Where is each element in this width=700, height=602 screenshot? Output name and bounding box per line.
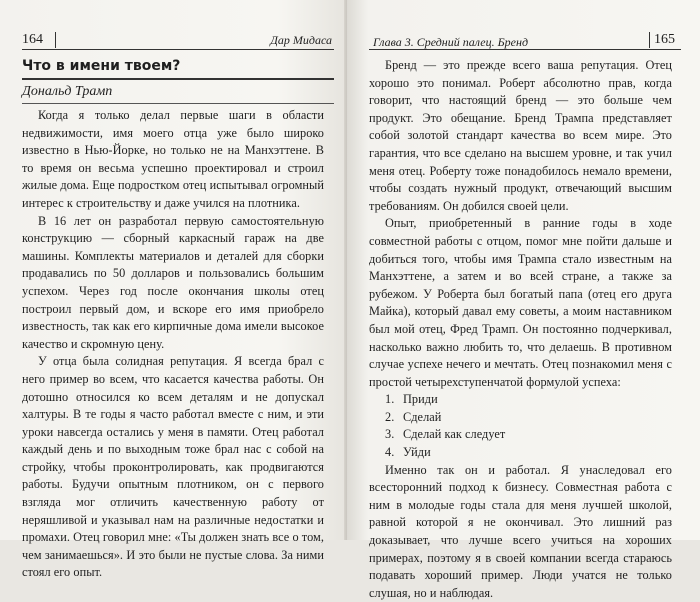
list-text: Уйди — [403, 445, 431, 460]
list-item — [369, 391, 672, 409]
paragraph: Когда я только делал первые шаги в области недвижимости, имя моего отца уже было широко известно в Нью-Йорке, но только не на Манхэттене. В то время он весьма успешно проектировал и строил жилые дома. Еще подростком отец испытывал огромный интерес к строительству и даже учился на плотника. — [22, 108, 324, 210]
paragraph: Именно так он и работал. Я унаследовал его всесторонний подход к бизнесу. Совместная работа с ним в молодые годы стала для меня лучшей школой, равной которой я не окончивал. Это лишний раз доказывает, что лучше всего учиться на хороших примерах, поэтому я в своей компании всегда стараюсь подавать хороший пример. Люди учатся не только слушая, но и наблюдая. — [369, 462, 672, 600]
list-number: 1. — [385, 392, 395, 407]
header-rule — [369, 49, 681, 50]
running-title: Дар Мидаса — [270, 33, 332, 47]
author-name: Дональд Трамп — [22, 84, 113, 99]
section-rule — [22, 78, 334, 80]
page-number: 164 — [22, 32, 43, 47]
left-running-head — [22, 32, 334, 52]
section-title: Что в имени твоем? — [22, 58, 181, 74]
header-divider — [649, 32, 650, 48]
paragraph: Опыт, приобретенный в ранние годы в ходе совместной работы с отцом, помог мне пойти дальше и добиться того, чтобы имя Трампа стало известным на Манхэттене, а затем и во всей стране, а также за рубежом. У Роберта был богатый папа (отец его друга Майка), который давал ему советы, а моим наставником был мой отец, Фред Трамп. Он постоянно подчеркивал, насколько важно любить то, что делаешь. В противном случае успехе нечего и мечтать. Отец познакомил меня с простой четырехступенчатой формулой успеха: — [369, 216, 672, 389]
left-body-text — [22, 107, 324, 582]
right-running-head — [369, 32, 681, 52]
page-number: 165 — [654, 32, 675, 47]
running-title: Глава 3. Средний палец. Бренд — [373, 35, 529, 49]
list-number: 3. — [385, 427, 395, 442]
success-formula-list — [369, 391, 672, 461]
author-rule — [22, 103, 334, 104]
list-number: 4. — [385, 445, 395, 460]
paragraph: У отца была солидная репутация. Я всегда брал с него пример во всем, что касается качества работы. Он дотошно относился ко всем деталям и не допускал халтуры. В те годы я часто работал вместе с ним, и эти уроки навсегда остались у меня в памяти. Отец работал каждый день и по выходным тоже брал нас с собой на стройку, чтобы проконтролировать, как продвигаются работы. Будучи опытным плотником, он с первого взгляда мог отличить качественную работу от неряшливой и указывал нам на различные недостатки и промахи. Отец говорил мне: «Ты должен знать все о том, чем занимаешься». И это были не пустые слова. За ними стоял его опыт. — [22, 354, 324, 580]
right-body-text — [369, 57, 672, 602]
right-page — [347, 0, 700, 600]
list-text: Сделай — [403, 409, 442, 424]
paragraph: Бренд — это прежде всего ваша репутация. Отец хорошо это понимал. Роберт абсолютно прав, когда говорит, что настоящий бренд — это больше чем продукт. Это обещание. Бренд Трампа представляет собой золотой стандарт качества во всем мире. Это гарантия, что все сделано на высшем уровне, и так учил меня отец. Роберту тоже понадобилось немало времени, чтобы создать нужный продукт, отвечающий высшим требованиям. Он добился своей цели. — [369, 58, 672, 213]
list-text: Сделай как следует — [403, 427, 506, 442]
list-item — [369, 409, 672, 427]
list-text: Приди — [403, 392, 438, 407]
paragraph: В 16 лет он разработал первую самостоятельную конструкцию — сборный каркасный гараж на две машины. Комплекты материалов и деталей для сборки продавались по 50 долларов и пользовались большим успехом. Через год после окончания школы отец построил первый дом, и вскоре его имя приобрело известность, так как его кирпичные дома имели высокое качество и скромную цену. — [22, 213, 324, 351]
header-rule — [22, 49, 334, 50]
list-item — [369, 426, 672, 444]
list-item — [369, 444, 672, 462]
left-page — [0, 0, 347, 580]
list-number: 2. — [385, 409, 395, 424]
header-divider — [55, 32, 56, 48]
